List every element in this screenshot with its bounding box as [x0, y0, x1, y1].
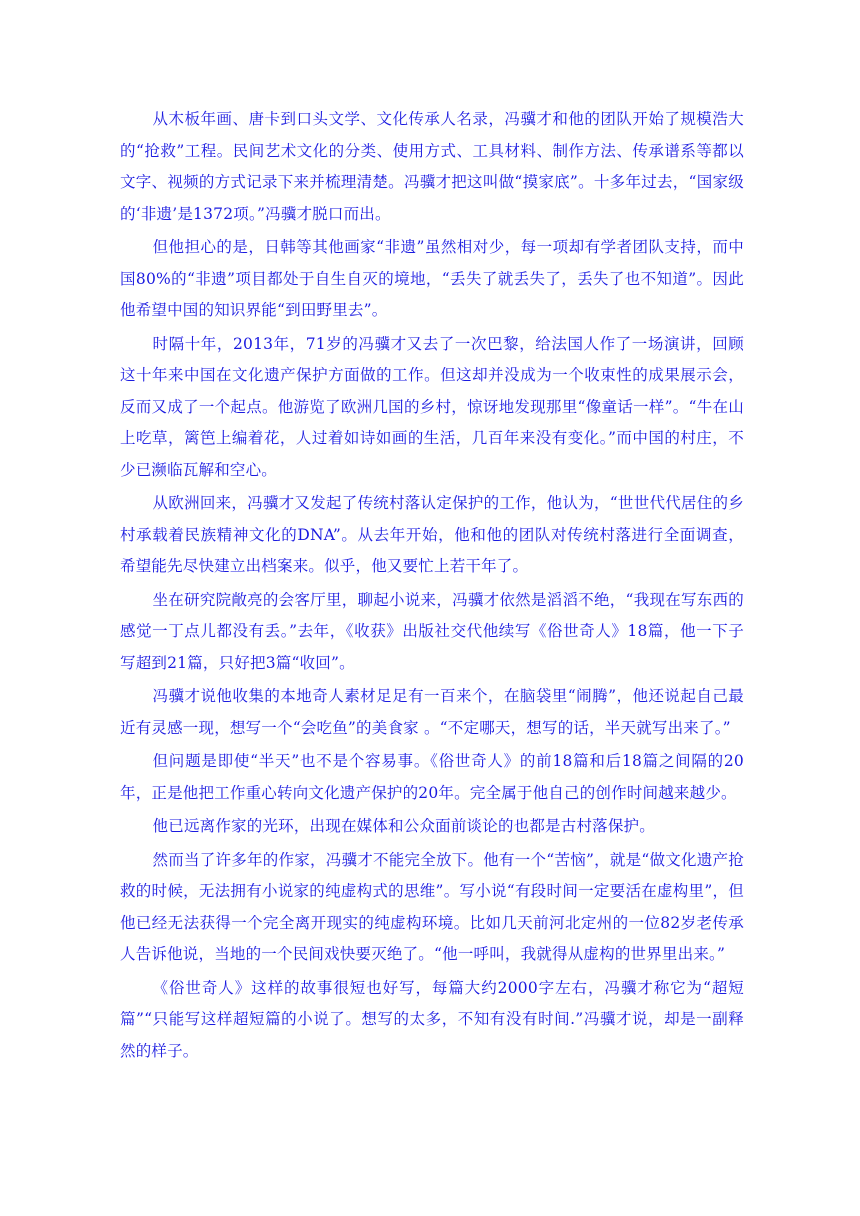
paragraph: 从木板年画、唐卡到口头文学、文化传承人名录，冯骥才和他的团队开始了规模浩大的“抢救”工程。民间艺术文化的分类、使用方式、工具材料、制作方法、传承谱系等都以文字、视频的方式记录下来并梳理清楚。冯骥才把这叫做“摸家底”。十多年过去，“国家级的‘非遗’是1372项。”冯骥才脱口而出。: [120, 110, 744, 223]
paragraph: 他已远离作家的光环，出现在媒体和公众面前谈论的也都是古村落保护。: [152, 817, 655, 835]
paragraph: 但他担心的是，日韩等其他画家“非遗”虽然相对少，每一项却有学者团队支持，而中国80%的“非遗”项目都处于自生自灭的境地，“丢失了就丢失了，丢失了也不知道”。因此他希望中国的知识界能“到田野里去”。: [120, 238, 744, 319]
paragraph: 坐在研究院敞亮的会客厅里，聊起小说来，冯骥才依然是滔滔不绝，“我现在写东西的感觉一丁点儿都没有丢。”去年，《收获》出版社交代他续写《俗世奇人》18篇，他一下子写超到21篇，只好把3篇“收回”。: [120, 590, 744, 672]
paragraph: 然而当了许多年的作家，冯骥才不能完全放下。他有一个“苦恼”，就是“做文化遗产抢救的时候，无法拥有小说家的纯虚构式的思维”。写小说“有段时间一定要活在虚构里”，但他已经无法获得一个完全离开现实的纯虚构环境。比如几天前河北定州的一位82岁老传承人告诉他说，当地的一个民间戏快要灭绝了。“他一呼叫，我就得从虚构的世界里出来。”: [120, 850, 744, 963]
paragraph: 时隔十年，2013年，71岁的冯骥才又去了一次巴黎，给法国人作了一场演讲，回顾这十年来中国在文化遗产保护方面做的工作。但这却并没成为一个收束性的成果展示会，反而又成了一个起点。他游览了欧洲几国的乡村，惊讶地发现那里“像童话一样”。“牛在山上吃草，篱笆上编着花，人过着如诗如画的生活，几百年来没有变化。”而中国的村庄，不少已濒临瓦解和空心。: [120, 334, 744, 479]
paragraph: 《俗世奇人》这样的故事很短也好写，每篇大约2000字左右，冯骥才称它为“超短篇”“只能写这样超短篇的小说了。想写的太多，不知有没有时间.”冯骥才说，却是一副释然的样子。: [120, 978, 744, 1060]
paragraph: 从欧洲回来，冯骥才又发起了传统村落认定保护的工作，他认为，“世世代代居住的乡村承载着民族精神文化的DNA”。从去年开始，他和他的团队对传统村落进行全面调查，希望能先尽快建立出档案来。似乎，他又要忙上若干年了。: [120, 494, 744, 575]
article-body: [120, 104, 744, 1067]
paragraph: 但问题是即使“半天”也不是个容易事。《俗世奇人》的前18篇和后18篇之间隔的20年，正是他把工作重心转向文化遗产保护的20年。完全属于他自己的创作时间越来越少。: [120, 752, 744, 802]
paragraph: 冯骥才说他收集的本地奇人素材足足有一百来个，在脑袋里“闹腾”，他还说起自己最近有灵感一现，想写一个“会吃鱼”的美食家 。“不定哪天，想写的话，半天就写出来了。”: [120, 687, 744, 737]
